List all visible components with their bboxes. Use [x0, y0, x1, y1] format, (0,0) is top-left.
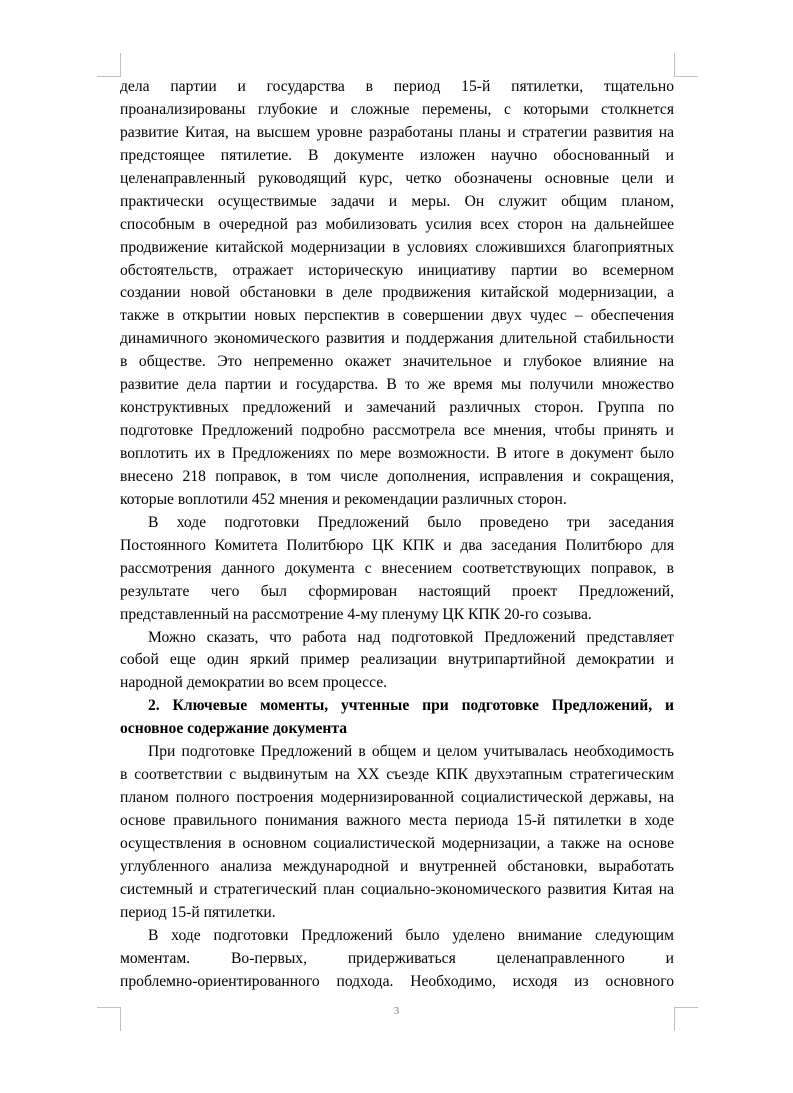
text-line: Постоянного Комитета Политбюро ЦК КПК и два заседания Политбюро для	[120, 536, 674, 554]
text-line: развитие дела партии и государства. В то же время мы получили множество	[120, 376, 674, 394]
text-line: осуществления в основном социалистической модернизации, а также на основе	[120, 834, 674, 852]
text-line: обстоятельств, отражает историческую инициативу партии во всемерном	[120, 261, 674, 279]
text-line: результате чего был сформирован настоящий проект Предложений,	[120, 582, 674, 600]
text-line: воплотить их в Предложениях по мере возможности. В итоге в документ было	[120, 445, 674, 462]
text-line: собой еще один яркий пример реализации внутрипартийной демократии и	[120, 651, 674, 669]
text-line: системный и стратегический план социально-экономического развития Китая на	[120, 880, 674, 898]
text-line: создании новой обстановки в деле продвижения китайской модернизации, а	[120, 284, 674, 302]
text-line: Можно сказать, что работа над подготовкой Предложений представляет	[148, 628, 674, 646]
margin-corner-top-right	[674, 53, 698, 77]
section-heading-line: основное содержание документа	[120, 720, 347, 738]
document-body	[120, 76, 674, 994]
text-line: предстоящее пятилетие. В документе изложен научно обоснованный и	[120, 146, 674, 164]
text-line: проанализированы глубокие и сложные перемены, с которыми столкнется	[120, 100, 674, 118]
text-line: внесено 218 поправок, в том числе дополнения, исправления и сокращения,	[120, 467, 674, 485]
text-line: способным в очередной раз мобилизовать усилия всех сторон на дальнейшее	[120, 215, 674, 233]
text-line: В ходе подготовки Предложений было уделено внимание следующим	[148, 926, 674, 944]
text-line: основе правильного понимания важного места периода 15-й пятилетки в ходе	[120, 812, 674, 829]
text-line: При подготовке Предложений в общем и целом учитывалась необходимость	[148, 743, 674, 761]
text-line: рассмотрения данного документа с внесением соответствующих поправок, в	[120, 559, 674, 577]
text-line: подготовке Предложений подробно рассмотрела все мнения, чтобы принять и	[120, 422, 674, 440]
text-line: практически осуществимые задачи и меры. Он служит общим планом,	[120, 192, 674, 210]
margin-corner-top-left	[97, 53, 121, 77]
section-heading-line: 2. Ключевые моменты, учтенные при подготовке Предложений, и	[148, 697, 674, 715]
text-line: проблемно-ориентированного подхода. Необходимо, исходя из основного	[120, 972, 674, 990]
text-line: планом полного построения модернизированной социалистической державы, на	[120, 789, 674, 807]
text-line: дела партии и государства в период 15-й пятилетки, тщательно	[120, 78, 674, 95]
text-line: которые воплотили 452 мнения и рекомендации различных сторон.	[120, 490, 567, 508]
text-line: конструктивных предложений и замечаний различных сторон. Группа по	[120, 399, 674, 417]
page-number: 3	[393, 1005, 400, 1017]
text-line: целенаправленный руководящий курс, четко обозначены основные цели и	[120, 169, 674, 187]
text-line: период 15-й пятилетки.	[120, 903, 276, 921]
text-line: в соответствии с выдвинутым на XX съезде КПК двухэтапным стратегическим	[120, 766, 674, 784]
text-line: моментам. Во-первых, придерживаться целенаправленного и	[120, 949, 674, 967]
text-line: развитие Китая, на высшем уровне разработаны планы и стратегии развития на	[120, 123, 674, 141]
text-line: продвижение китайской модернизации в условиях сложившихся благоприятных	[120, 238, 674, 256]
text-line: также в открытии новых перспектив в совершении двух чудес – обеспечения	[120, 307, 674, 325]
text-line: В ходе подготовки Предложений было проведено три заседания	[148, 513, 674, 531]
text-line: в обществе. Это непременно окажет значительное и глубокое влияние на	[120, 353, 674, 371]
text-line: динамичного экономического развития и поддержания длительной стабильности	[120, 330, 674, 348]
text-line: представленный на рассмотрение 4-му пленуму ЦК КПК 20-го созыва.	[120, 605, 592, 623]
text-line: народной демократии во всем процессе.	[120, 674, 388, 692]
text-line: углубленного анализа международной и внутренней обстановки, выработать	[120, 857, 674, 875]
